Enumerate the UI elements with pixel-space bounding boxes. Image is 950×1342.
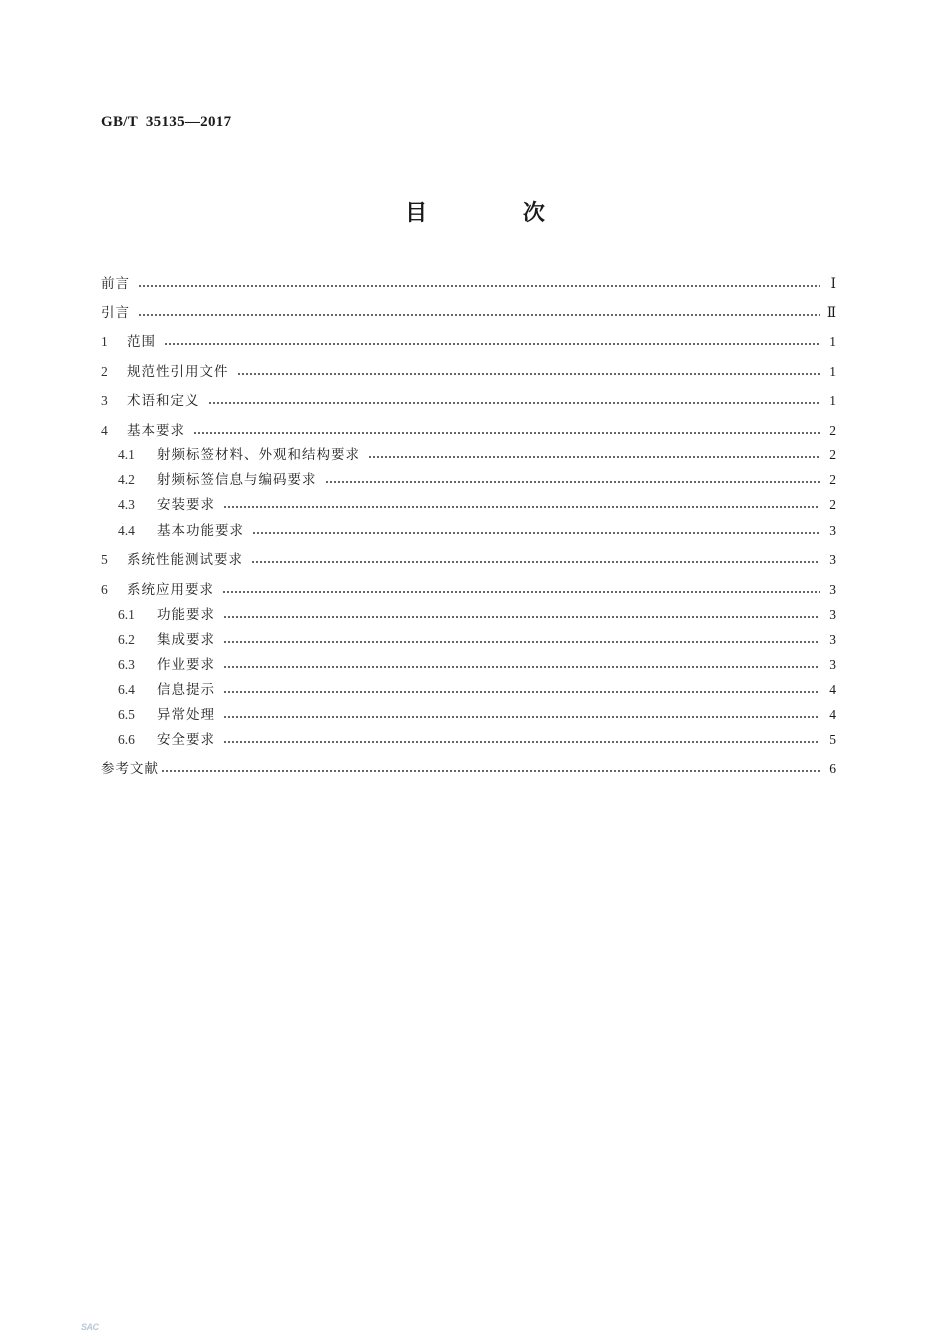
toc-section-number: 4.4: [118, 523, 135, 538]
dot-leader: [138, 285, 820, 287]
toc-page-number: 3: [829, 582, 836, 597]
toc-section-number: 6.6: [118, 732, 135, 747]
toc-section-number: 2: [101, 364, 108, 379]
toc-title: 范围: [127, 334, 156, 350]
standard-code: GB/T 35135—2017: [101, 114, 232, 130]
toc-section-number: 6.5: [118, 707, 135, 722]
toc-section-number: 4.3: [118, 497, 135, 512]
toc-page-number: 3: [829, 607, 836, 622]
toc-entry-6-2[interactable]: [118, 630, 836, 650]
toc-page-number: 2: [829, 497, 836, 512]
dot-leader: [223, 741, 820, 743]
dot-leader: [193, 432, 820, 434]
toc-entry-6[interactable]: [101, 580, 836, 600]
dot-leader: [223, 641, 820, 643]
dot-leader: [223, 616, 820, 618]
toc-page-number: Ⅱ: [826, 305, 836, 320]
toc-entry-5[interactable]: [101, 550, 836, 570]
dot-leader: [237, 373, 821, 375]
sac-logo: SAC: [81, 1322, 99, 1332]
toc-entry-references[interactable]: [101, 759, 836, 779]
toc-page-number: 2: [829, 447, 836, 462]
toc-page-number: 5: [829, 732, 836, 747]
dot-leader: [164, 343, 820, 345]
toc-title: 作业要求: [157, 657, 215, 673]
toc-title: 参考文献: [101, 761, 159, 777]
toc-section-number: 3: [101, 393, 108, 408]
toc-title: 规范性引用文件: [127, 364, 229, 380]
dot-leader: [223, 666, 820, 668]
toc-page-number: 1: [829, 364, 836, 379]
dot-leader: [252, 532, 820, 534]
toc-section-number: 4.1: [118, 447, 135, 462]
dot-leader: [138, 314, 820, 316]
toc-page-number: 4: [829, 707, 836, 722]
toc-title: 射频标签信息与编码要求: [157, 472, 317, 488]
toc-entry-preface[interactable]: [101, 274, 836, 294]
toc-title: 安全要求: [157, 732, 215, 748]
toc-section-number: 1: [101, 334, 108, 349]
toc-entry-4-3[interactable]: [118, 495, 836, 515]
toc-entry-4-2[interactable]: [118, 470, 836, 490]
dot-leader: [222, 591, 820, 593]
toc-entry-6-6[interactable]: [118, 730, 836, 750]
toc-title: 系统应用要求: [127, 582, 214, 598]
toc-entry-6-4[interactable]: [118, 680, 836, 700]
toc-section-number: 4: [101, 423, 108, 438]
toc-page-number: 6: [829, 761, 836, 776]
toc-entry-6-5[interactable]: [118, 705, 836, 725]
toc-entry-6-3[interactable]: [118, 655, 836, 675]
page-title: 目 次: [405, 201, 589, 226]
toc-section-number: 4.2: [118, 472, 135, 487]
toc-page-number: 3: [829, 523, 836, 538]
toc-title: 信息提示: [157, 682, 215, 698]
toc-page-number: Ⅰ: [830, 276, 836, 291]
toc-entry-4-1[interactable]: [118, 445, 836, 465]
toc-entry-4[interactable]: [101, 421, 836, 441]
toc-entry-2[interactable]: [101, 362, 836, 382]
dot-leader: [223, 716, 820, 718]
toc-title: 功能要求: [157, 607, 215, 623]
toc-entry-introduction[interactable]: [101, 303, 836, 323]
toc-title: 引言: [101, 305, 130, 321]
toc-title: 集成要求: [157, 632, 215, 648]
toc-entry-1[interactable]: [101, 332, 836, 352]
toc-section-number: 6.4: [118, 682, 135, 697]
dot-leader: [223, 506, 820, 508]
toc-entry-6-1[interactable]: [118, 605, 836, 625]
dot-leader: [251, 561, 820, 563]
toc-page-number: 1: [829, 393, 836, 408]
toc-page-number: 3: [829, 632, 836, 647]
dot-leader: [208, 402, 821, 404]
toc-page-number: 1: [829, 334, 836, 349]
toc-title: 系统性能测试要求: [127, 552, 243, 568]
toc-title: 术语和定义: [127, 393, 200, 409]
toc-entry-4-4[interactable]: [118, 521, 836, 541]
toc-page-number: 2: [829, 423, 836, 438]
toc-title: 前言: [101, 276, 130, 292]
toc-section-number: 6.1: [118, 607, 135, 622]
dot-leader: [325, 481, 821, 483]
toc-title: 安装要求: [157, 497, 215, 513]
toc-title: 异常处理: [157, 707, 215, 723]
toc-title: 基本功能要求: [157, 523, 244, 539]
dot-leader: [161, 770, 820, 772]
toc-section-number: 6.3: [118, 657, 135, 672]
dot-leader: [368, 456, 820, 458]
toc-title: 基本要求: [127, 423, 185, 439]
toc-section-number: 5: [101, 552, 108, 567]
toc-section-number: 6.2: [118, 632, 135, 647]
dot-leader: [223, 691, 820, 693]
toc-page-number: 2: [829, 472, 836, 487]
toc-title: 射频标签材料、外观和结构要求: [157, 447, 360, 463]
toc-page-number: 3: [829, 657, 836, 672]
toc-section-number: 6: [101, 582, 108, 597]
toc-page-number: 3: [829, 552, 836, 567]
toc-entry-3[interactable]: [101, 391, 836, 411]
toc-page-number: 4: [829, 682, 836, 697]
